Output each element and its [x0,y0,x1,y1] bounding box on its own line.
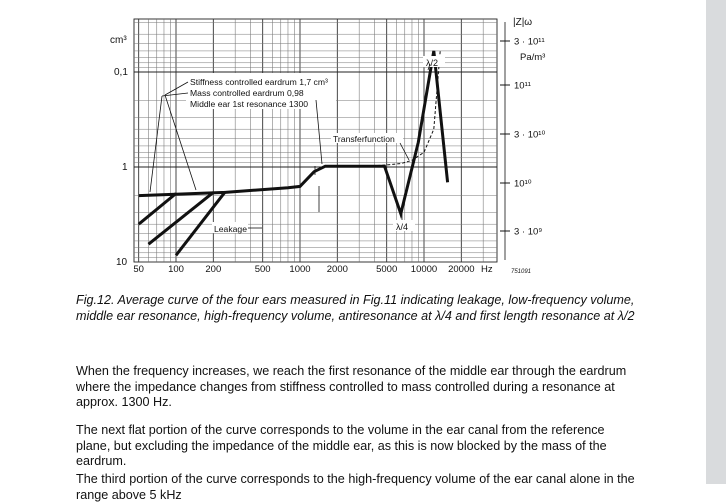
x-tick-label-4: 1000 [289,264,311,275]
page-edge [706,0,726,484]
x-tick-label-6: 5000 [376,264,398,275]
figure-caption: Fig.12. Average curve of the four ears measured in Fig.11 indicating leakage, low-frequency volume, middle ear resonance, high-frequency volume, antiresonance at λ/4 and first length resonance at λ/2 [76,293,635,323]
x-tick-label-3: 500 [254,264,271,275]
left-tick-label-1: 1 [122,162,128,173]
body-paragraph-3: The third portion of the curve corresponds to the high-frequency volume of the ear canal alone in the range above 5 kHz [76,472,635,502]
body-paragraph-2: The next flat portion of the curve corresponds to the volume in the ear canal from the reference plane, but excluding the impedance of the middle ear, as this is now blocked by the mass of the eardrum. [76,423,607,469]
x-axis-unit: Hz [481,264,493,275]
figure-id: 751091 [511,269,532,275]
left-tick-label-0: 0,1 [114,67,128,78]
x-tick-label-1: 100 [168,264,184,275]
annotation-mass: Mass controlled eardrum 0,98 [190,88,304,98]
x-tick-label-8: 20000 [448,264,475,275]
right-tick-label-3: 10¹⁰ [514,178,532,190]
right-axis-title: |Z|ω [513,17,533,28]
x-axis-tick-labels [133,264,474,275]
x-tick-label-2: 200 [205,264,222,275]
left-axis-unit: cm³ [110,35,127,46]
body-paragraph-1: When the frequency increases, we reach the first resonance of the middle ear through the eardrum where the impedance changes from stiffness controlled to mass controlled during a resonance at approx. 1300 Hz. [76,364,627,410]
right-tick-label-1: 10¹¹ [514,80,531,92]
left-tick-label-2: 10 [116,257,128,268]
x-tick-label-7: 10000 [410,264,438,275]
annotation-stiffness: Stiffness controlled eardrum 1,7 cm³ [190,77,328,87]
right-tick-label-4: 3 · 10⁹ [514,226,543,238]
right-tick-label-0: 3 · 10¹¹ [514,36,545,48]
right-tick-label-2: 3 · 10¹⁰ [514,129,546,141]
x-tick-label-0: 50 [133,264,144,275]
x-tick-label-5: 2000 [326,264,348,275]
right-axis-unit: Pa/m³ [520,52,546,63]
annotation-leakage: Leakage [214,224,247,234]
annotation-quarter-wave: λ/4 [396,222,409,232]
annotation-transferfunction: Transferfunction [333,134,395,144]
annotation-middle-ear: Middle ear 1st resonance 1300 [190,99,309,109]
annotation-half-wave: λ/2 [426,58,439,68]
